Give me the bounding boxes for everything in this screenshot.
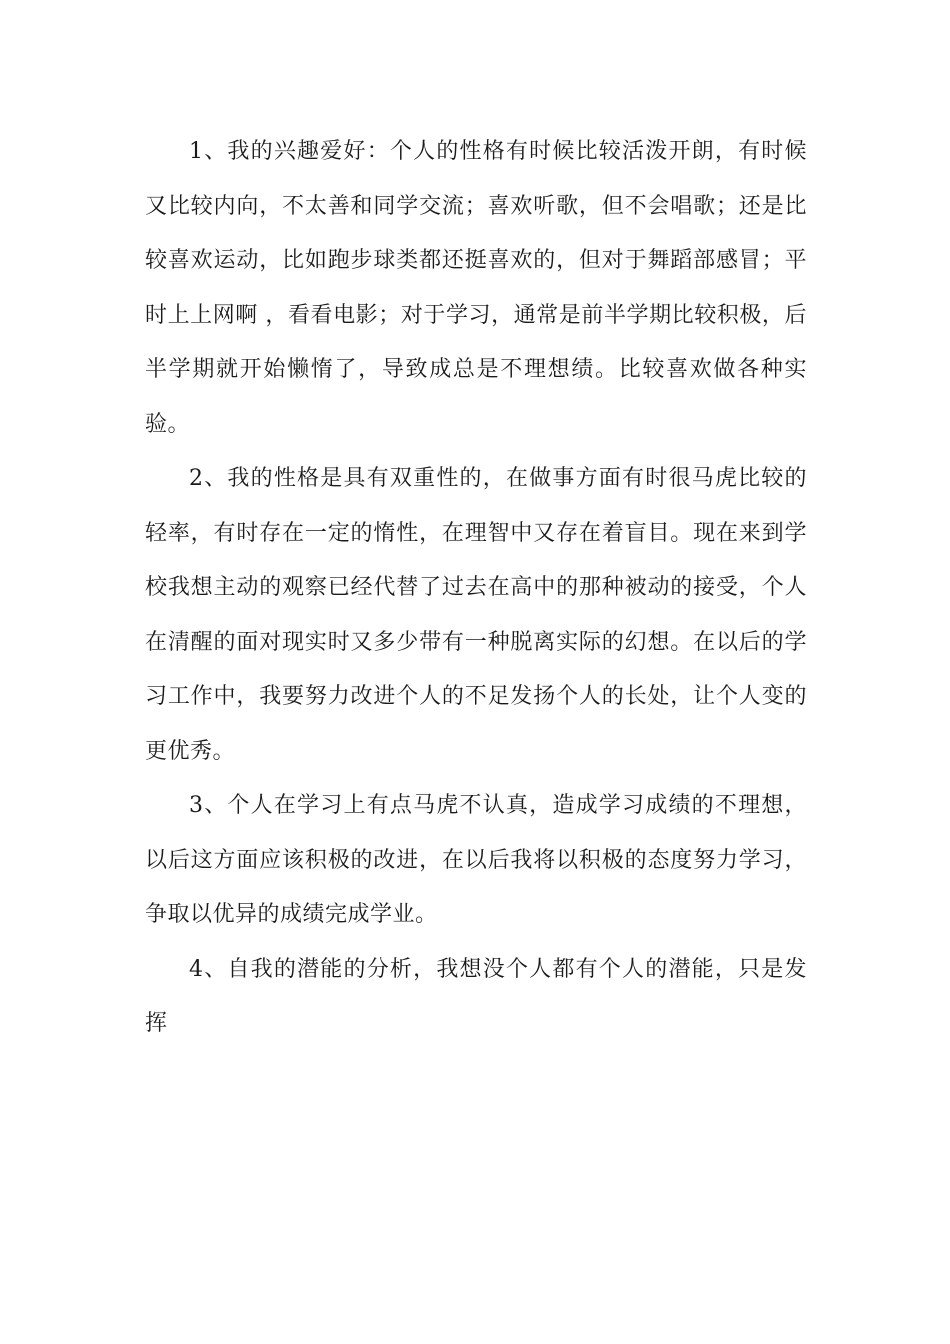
paragraph-potential: 4、自我的潜能的分析，我想没个人都有个人的潜能，只是发挥 (145, 956, 807, 1036)
paragraph-study: 3、个人在学习上有点马虎不认真，造成学习成绩的不理想，以后这方面应该积极的改进，在以后我将以积极的态度努力学习，争取以优异的成绩完成学业。 (145, 793, 807, 927)
document-body (145, 125, 807, 1052)
paragraph-interests: 1、我的兴趣爱好：个人的性格有时候比较活泼开朗，有时候又比较内向，不太善和同学交流；喜欢听歌，但不会唱歌；还是比较喜欢运动，比如跑步球类都还挺喜欢的，但对于舞蹈部感冒；平时上上网啊 ，看看电影；对于学习，通常是前半学期比较积极，后半学期就开始懒惰了，导致成总是不理想绩。比较喜欢做各种实验。 (145, 139, 807, 437)
paragraph-personality: 2、我的性格是具有双重性的，在做事方面有时很马虎比较的轻率，有时存在一定的惰性，在理智中又存在着盲目。现在来到学校我想主动的观察已经代替了过去在高中的那种被动的接受，个人在清醒的面对现实时又多少带有一种脱离实际的幻想。在以后的学习工作中，我要努力改进个人的不足发扬个人的长处，让个人变的更优秀。 (145, 466, 807, 764)
